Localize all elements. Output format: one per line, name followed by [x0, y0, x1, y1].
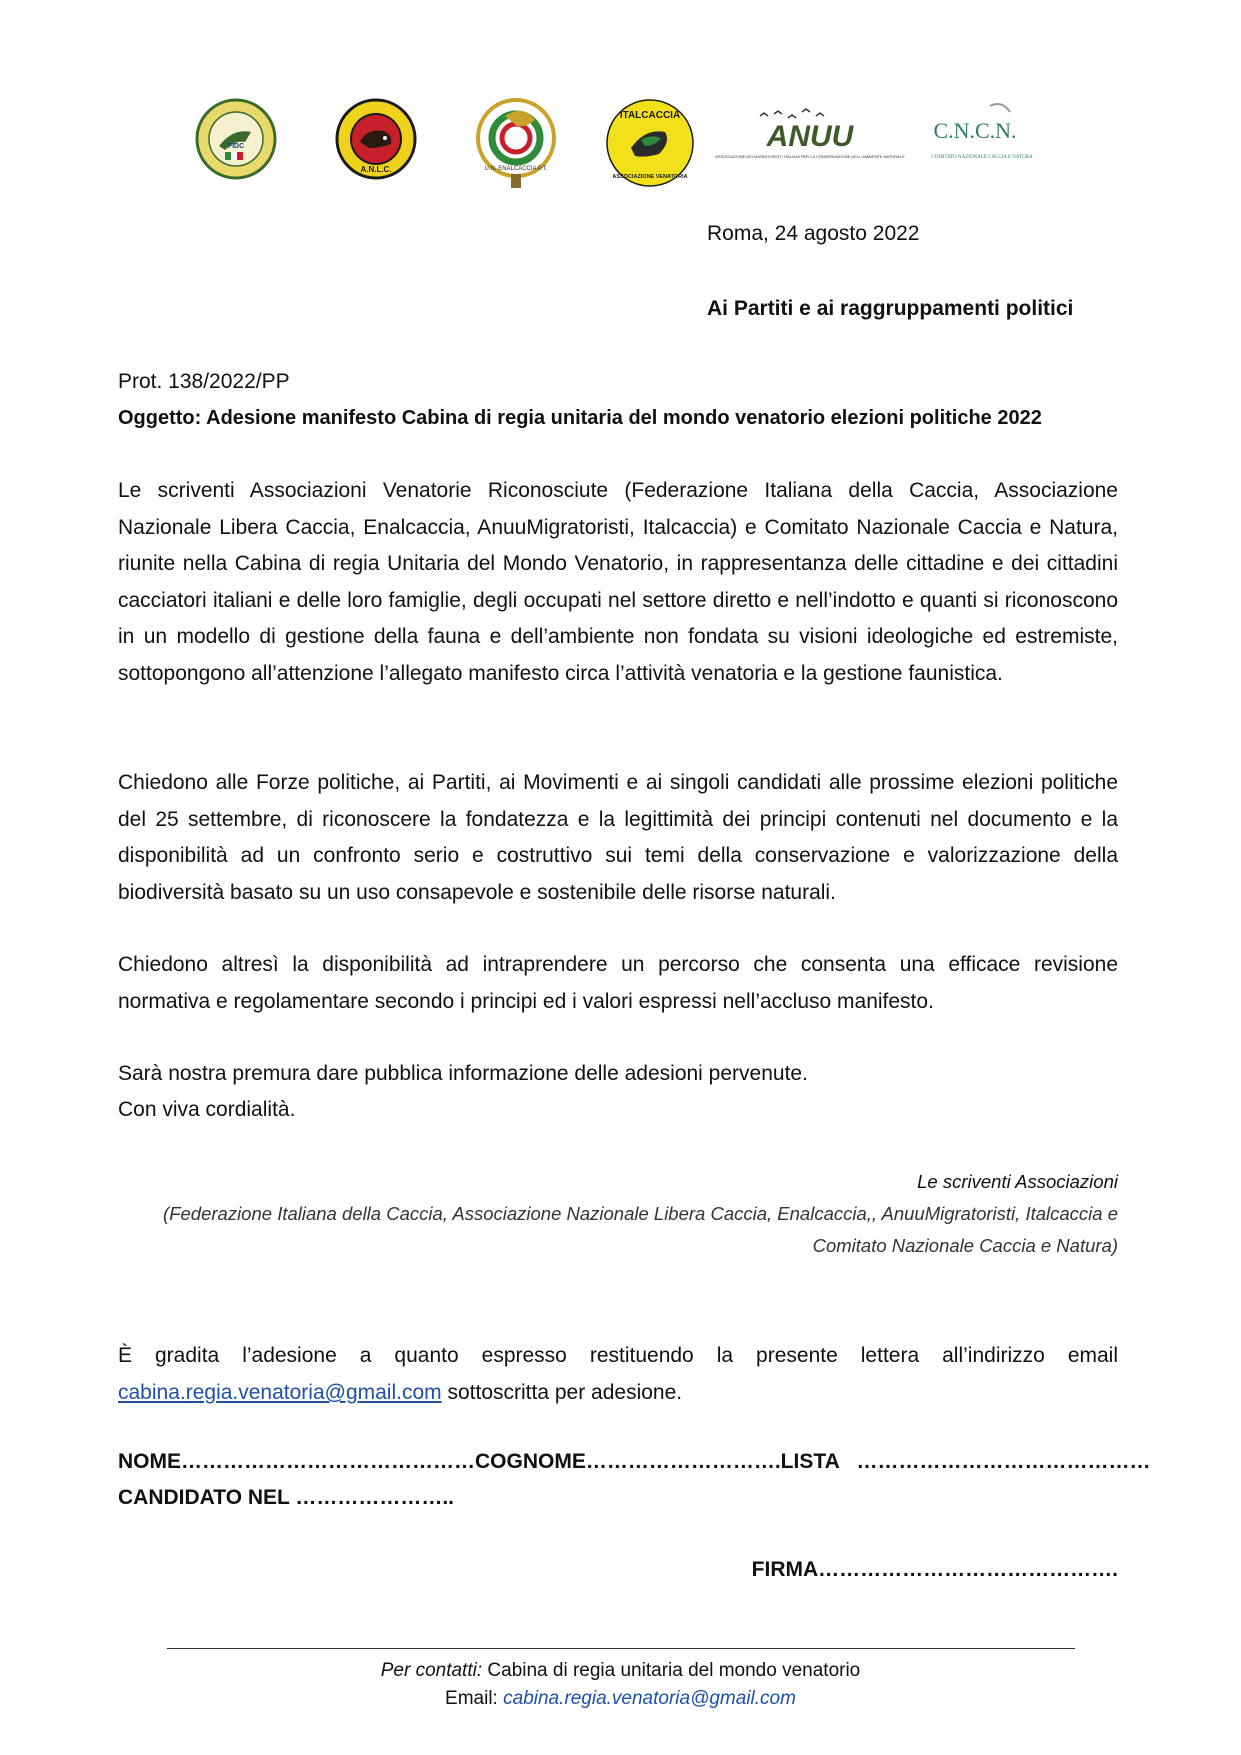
cncn-logo-subtext: COMITATO NAZIONALE CACCIA E NATURA: [931, 155, 1033, 160]
nome-field[interactable]: NOME……………………………………: [118, 1450, 475, 1473]
anuu-logo-subtext: ASSOCIAZIONE DEI MIGRATORISTI ITALIANI PER LA CONSERVAZIONE DELL'AMBIENTE NATURALE: [715, 154, 905, 159]
adesione-text: È gradita l’adesione a quanto espresso restituendo la presente lettera all’indirizzo email: [118, 1344, 1118, 1367]
cognome-field[interactable]: COGNOME……………………….: [475, 1450, 781, 1473]
enalcaccia-logo-text: U.N. ENALCACCIA P.T.: [484, 166, 548, 172]
signature-title: Le scriventi Associazioni: [917, 1171, 1118, 1192]
anuu-logo: [715, 106, 905, 172]
paragraph-2: Chiedono alle Forze politiche, ai Partiti, ai Movimenti e ai singoli candidati alle prossime elezioni politiche del 25 settembre, di riconoscere la fondatezza e la legittimità dei principi contenuti nel documento e la disponibilità ad un confronto serio e costruttivo sui temi della conservazione e valorizzazione della biodiversità basato su un uso consapevole e sostenibile delle risorse naturali.: [118, 771, 1118, 904]
logo-row: [195, 98, 1075, 198]
italcaccia-logo-subtitle: ASSOCIAZIONE VENATORIA: [612, 174, 688, 180]
cncn-logo: [920, 98, 1050, 170]
signature-line-1: (Federazione Italiana della Caccia, Associazione Nazionale Libera Caccia, Enalcaccia,, AnuuMigratoristi, Italcaccia e: [163, 1203, 1118, 1224]
paragraph-1: Le scriventi Associazioni Venatorie Riconosciute (Federazione Italiana della Caccia, Associazione Nazionale Libera Caccia, Enalcaccia, AnuuMigratoristi, Italcaccia) e Comitato Nazionale Caccia e Natura, riunite nella Cabina di regia Unitaria del Mondo Venatorio, in rappresentanza delle cittadine e dei cittadini cacciatori italiani e delle loro famiglie, degli occupati nel settore diretto e nell’indotto e quanti si riconoscono in un modello di gestione della fauna e dell’ambiente non fondata su visioni ideologiche ed estremiste, sottopongono all’attenzione l’allegato manifesto circa l’attività venatoria e la gestione faunistica.: [118, 479, 1118, 685]
anuu-logo-text: ANUU: [766, 120, 854, 153]
footer-contacts-label: Per contatti:: [380, 1660, 483, 1681]
footer-org: Cabina di regia unitaria del mondo venatorio: [482, 1660, 861, 1681]
adesione-suffix: sottoscritta per adesione.: [441, 1381, 683, 1404]
footer-email: [0, 1688, 1241, 1710]
form-row-names: [118, 1450, 1151, 1474]
letter-subject: Oggetto: Adesione manifesto Cabina di regia unitaria del mondo venatorio elezioni politiche 2022: [118, 407, 1042, 429]
adesione-email-link[interactable]: cabina.regia.venatoria@gmail.com: [118, 1381, 442, 1404]
adesione-paragraph: [118, 1337, 1118, 1411]
candidato-field[interactable]: CANDIDATO NEL …………………..: [118, 1486, 455, 1509]
fidc-logo: [195, 98, 277, 180]
signature-associations: [100, 1198, 1118, 1262]
footer-contacts: [0, 1660, 1241, 1682]
paragraph-4: Sarà nostra premura dare pubblica informazione delle adesioni pervenute.: [118, 1062, 808, 1085]
letter-date: Roma, 24 agosto 2022: [707, 222, 920, 245]
footer-email-link[interactable]: cabina.regia.venatoria@gmail.com: [503, 1688, 796, 1709]
cncn-logo-text: C.N.C.N.: [933, 118, 1017, 143]
anlc-logo: [335, 98, 417, 180]
paragraph-3: Chiedono altresì la disponibilità ad intraprendere un percorso che consenta una efficace revisione normativa e regolamentare secondo i principi ed i valori espressi nell’accluso manifesto.: [118, 953, 1118, 1013]
footer-email-label: Email:: [445, 1688, 504, 1709]
letter-recipient: Ai Partiti e ai raggruppamenti politici: [707, 297, 1074, 320]
anlc-logo-text: A.N.L.C.: [360, 165, 392, 174]
italcaccia-logo-title: ITALCACCIA: [619, 110, 681, 121]
firma-field[interactable]: FIRMA…………………………………….: [751, 1558, 1118, 1581]
enalcaccia-logo: [475, 98, 557, 190]
fidc-logo-text: FIDC: [227, 143, 245, 150]
closing-line: Con viva cordialità.: [118, 1098, 296, 1121]
signature-line-2: Comitato Nazionale Caccia e Natura): [812, 1235, 1118, 1256]
footer-divider: [167, 1648, 1075, 1649]
italcaccia-logo: [605, 98, 695, 188]
protocol-number: Prot. 138/2022/PP: [118, 370, 290, 393]
lista-field[interactable]: LISTA ……………………………………: [780, 1450, 1151, 1473]
